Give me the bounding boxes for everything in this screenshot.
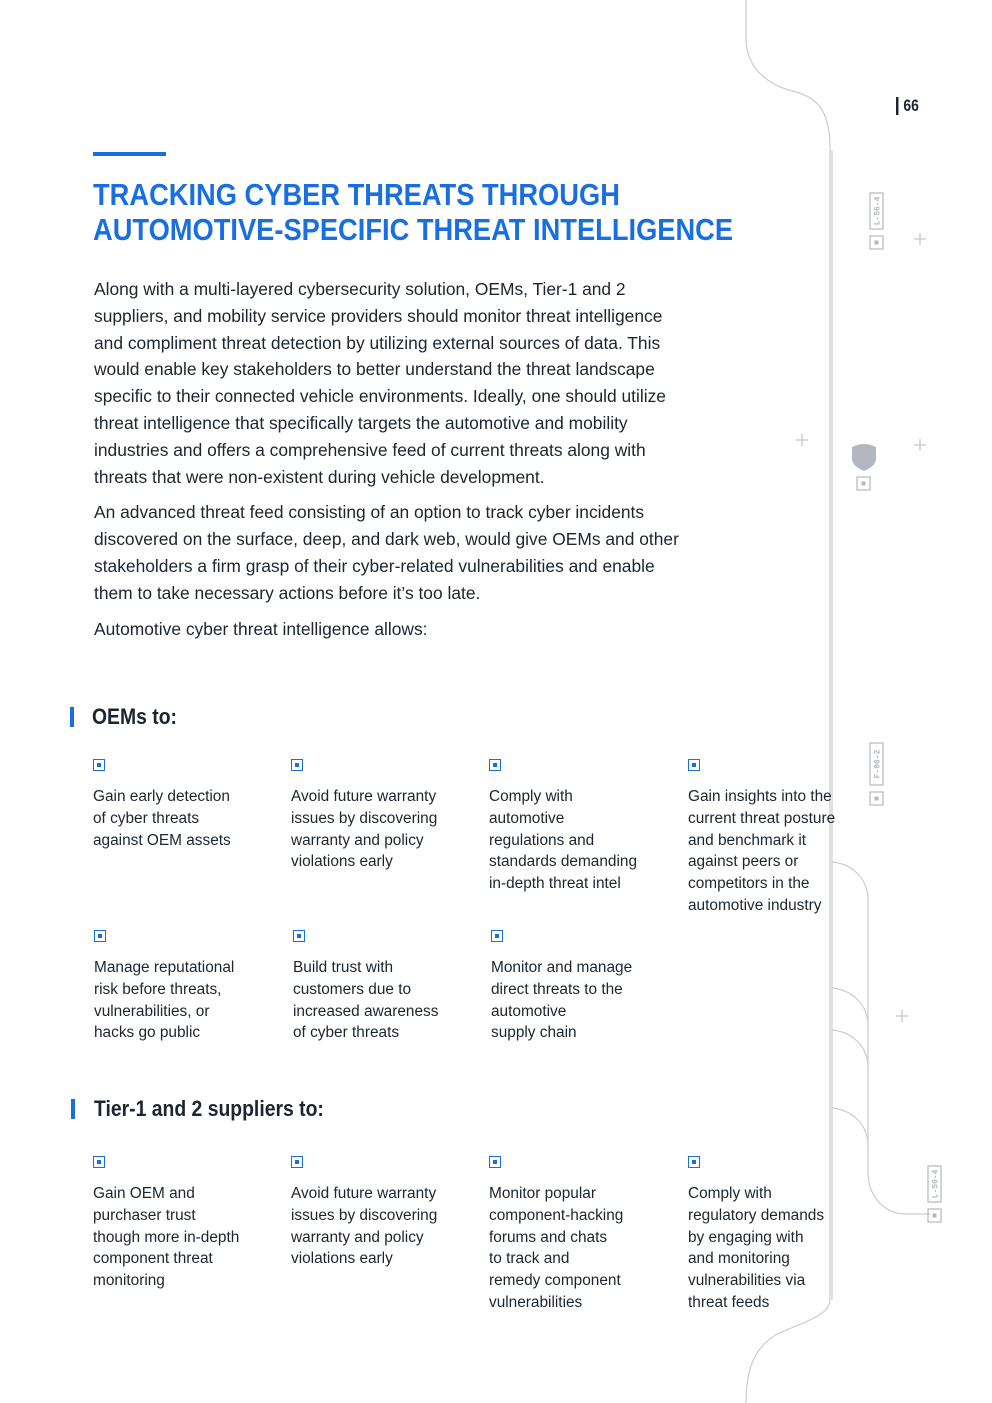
intro-text bbox=[94, 276, 694, 651]
chip-label: F-06-2 bbox=[873, 749, 883, 779]
list-item-text: Gain early detection of cyber threats against OEM assets bbox=[93, 788, 231, 849]
plus-icon bbox=[914, 439, 926, 451]
list-item bbox=[293, 930, 463, 1044]
page-title bbox=[93, 177, 797, 247]
plus-icon bbox=[896, 1010, 908, 1022]
page-title-line: TRACKING CYBER THREATS THROUGH bbox=[93, 177, 620, 212]
circuit-line bbox=[746, 1300, 830, 1403]
circuit-line bbox=[832, 1108, 868, 1146]
list-item bbox=[688, 1156, 858, 1314]
section-accent-bar bbox=[71, 1099, 75, 1119]
paragraph: Automotive cyber threat intelligence allows: bbox=[94, 618, 428, 639]
bullet-icon bbox=[94, 930, 106, 942]
section-heading-suppliers: Tier-1 and 2 suppliers to: bbox=[94, 1096, 324, 1121]
bullet-icon bbox=[93, 1156, 105, 1168]
list-item bbox=[93, 1156, 263, 1292]
list-item bbox=[491, 930, 661, 1044]
bullet-icon bbox=[688, 759, 700, 771]
bullet-icon bbox=[489, 1156, 501, 1168]
list-item-text: Avoid future warranty issues by discovering warranty and policy violations early bbox=[291, 788, 438, 871]
list-item-text: Build trust with customers due to increased awareness of cyber threats bbox=[293, 959, 439, 1042]
bullet-icon bbox=[491, 930, 503, 942]
list-item bbox=[688, 759, 863, 917]
list-item bbox=[489, 1156, 659, 1314]
chip-label: L-56-4 bbox=[931, 1169, 941, 1199]
circuit-line bbox=[832, 988, 868, 1026]
section-accent-bar bbox=[70, 707, 74, 727]
circuit-line bbox=[832, 1030, 868, 1068]
shield-icon bbox=[852, 444, 876, 490]
list-item bbox=[93, 759, 263, 851]
section-heading-oems: OEMs to: bbox=[92, 704, 177, 729]
plus-icon bbox=[796, 434, 808, 446]
page-number: 66 bbox=[896, 97, 919, 115]
chip-icon bbox=[870, 743, 883, 805]
list-item-text: Gain insights into the current threat posture and benchmark it against peers or competitors in the automotive industry bbox=[688, 788, 836, 914]
list-item-text: Monitor popular component-hacking forums and chats to track and remedy component vulnerabilities bbox=[489, 1185, 624, 1311]
chip-icon bbox=[870, 193, 883, 249]
list-item bbox=[94, 930, 264, 1044]
bullet-icon bbox=[291, 1156, 303, 1168]
page-title-line: AUTOMOTIVE-SPECIFIC THREAT INTELLIGENCE bbox=[93, 212, 734, 247]
bullet-icon bbox=[291, 759, 303, 771]
list-item bbox=[291, 1156, 461, 1270]
list-item-text: Comply with regulatory demands by engaging with and monitoring vulnerabilities via threat feeds bbox=[688, 1185, 825, 1311]
bullet-icon bbox=[293, 930, 305, 942]
list-item-text: Avoid future warranty issues by discovering warranty and policy violations early bbox=[291, 1185, 438, 1268]
chip-label: L-56-4 bbox=[873, 196, 883, 226]
title-accent-bar bbox=[93, 152, 166, 156]
bullet-icon bbox=[489, 759, 501, 771]
list-item bbox=[489, 759, 659, 895]
list-item-text: Monitor and manage direct threats to the automotive supply chain bbox=[491, 959, 633, 1042]
list-item-text: Comply with automotive regulations and standards demanding in-depth threat intel bbox=[489, 788, 638, 893]
paragraph: Along with a multi-layered cybersecurity solution, OEMs, Tier-1 and 2 suppliers, and mobility service providers should monitor threat intelligence and compliment threat detection by utilizing external sources of data. This would enable key stakeholders to better understand the threat landscape specific to their connected vehicle environments. Ideally, one should utilize threat intelligence that specifically targets the automotive and mobility industries and offers a comprehensive feed of current threats along with threats that were non-existent during vehicle development. bbox=[94, 279, 666, 487]
list-item-text: Gain OEM and purchaser trust though more in-depth component threat monitoring bbox=[93, 1185, 240, 1290]
bullet-icon bbox=[688, 1156, 700, 1168]
bullet-icon bbox=[93, 759, 105, 771]
plus-icon bbox=[914, 233, 926, 245]
list-item bbox=[291, 759, 461, 873]
list-item-text: Manage reputational risk before threats, vulnerabilities, or hacks go public bbox=[94, 959, 235, 1042]
paragraph: An advanced threat feed consisting of an option to track cyber incidents discovered on the surface, deep, and dark web, would give OEMs and other stakeholders a firm grasp of their cyber-related vulnerabilities and enable them to take necessary actions before it’s too late. bbox=[94, 502, 679, 603]
